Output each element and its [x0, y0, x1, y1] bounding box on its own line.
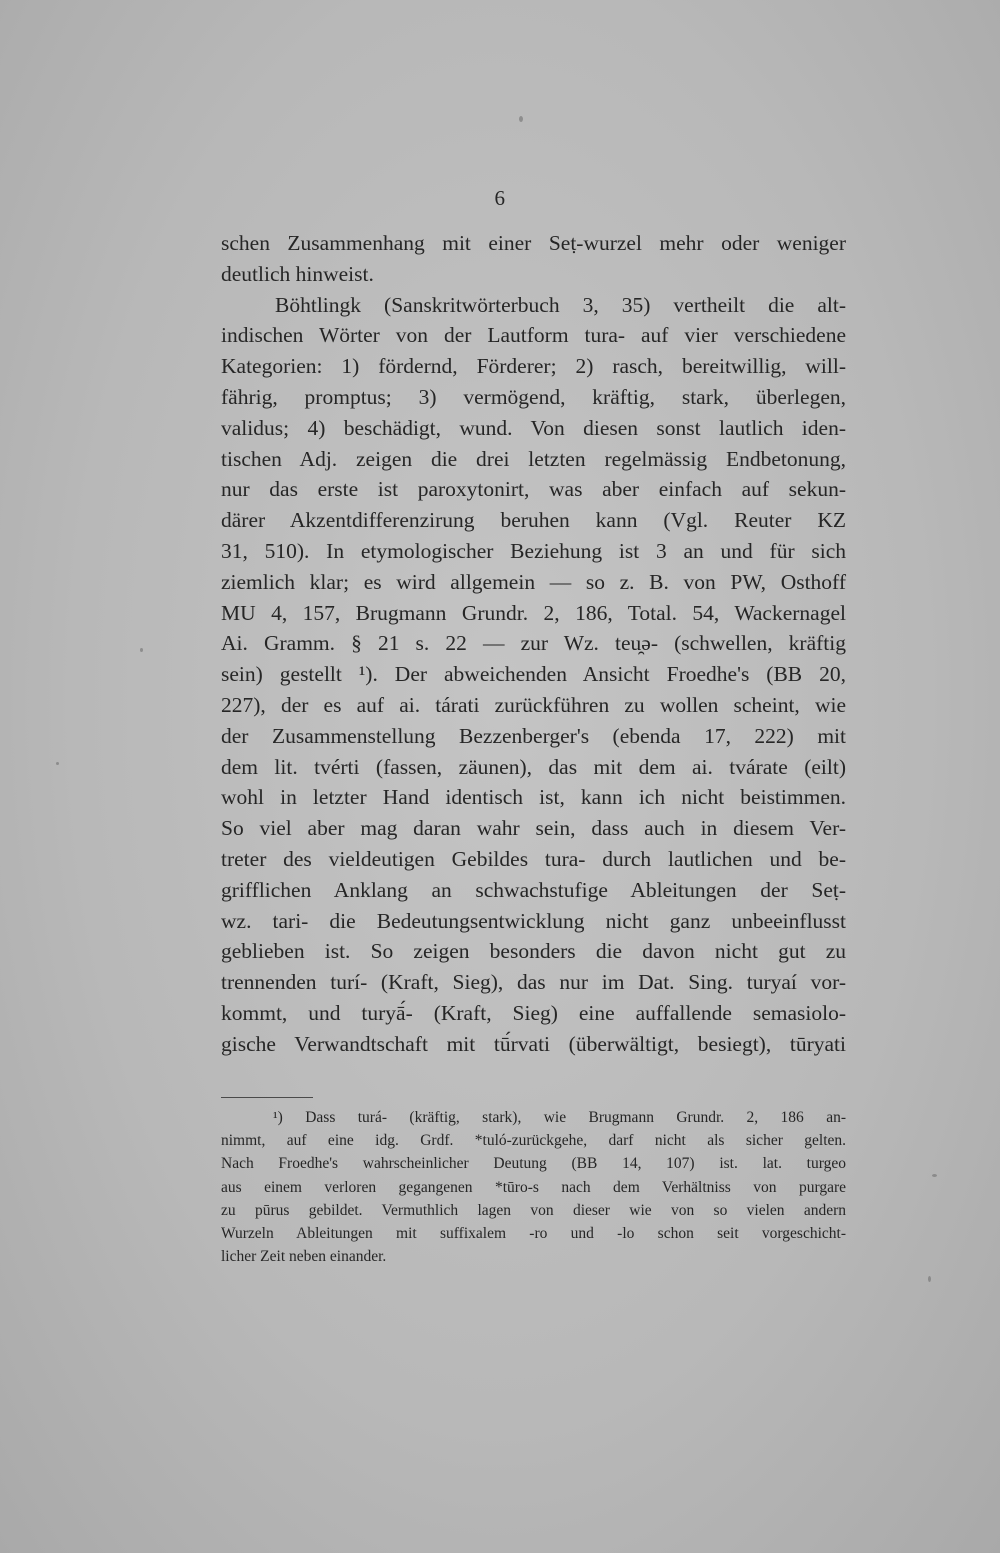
- body-line: ziemlich klar; es wird allgemein — so z. B. von PW, Osthoff: [221, 569, 846, 594]
- scan-speck: [140, 648, 143, 652]
- body-line: kommt, und turyā́- (Kraft, Sieg) eine auffallende semasiolo-: [221, 1000, 846, 1025]
- body-line: treter des vieldeutigen Gebildes tura- durch lautlichen und be-: [221, 846, 846, 871]
- body-line: validus; 4) beschädigt, wund. Von diesen sonst lautlich iden-: [221, 415, 846, 440]
- body-line: Ai. Gramm. § 21 s. 22 — zur Wz. teu̯ə- (schwellen, kräftig: [221, 631, 846, 656]
- scan-speck: [519, 116, 523, 122]
- footnote-line: licher Zeit neben einander.: [221, 1248, 387, 1266]
- body-line: deutlich hinweist.: [221, 261, 374, 286]
- footnote-line: Nach Froedhe's wahrscheinlicher Deutung (BB 14, 107) ist. lat. turgeo: [221, 1155, 846, 1173]
- body-line: indischen Wörter von der Lautform tura- auf vier verschiedene: [221, 323, 846, 348]
- body-line: 31, 510). In etymologischer Beziehung ist 3 an und für sich: [221, 538, 846, 563]
- footnotes: [221, 1106, 846, 1268]
- scan-speck: [932, 1174, 937, 1177]
- body-line: dem lit. tvérti (fassen, zäunen), das mit dem ai. tvárate (eilt): [221, 754, 846, 779]
- footnote-line: ¹) Dass turá- (kräftig, stark), wie Brugmann Grundr. 2, 186 an-: [273, 1109, 846, 1126]
- footnote-divider: [221, 1097, 313, 1098]
- scan-speck: [928, 1276, 931, 1282]
- body-line: schen Zusammenhang mit einer Seṭ-wurzel mehr oder weniger: [221, 231, 846, 255]
- footnote-line: zu pūrus gebildet. Vermuthlich lagen von dieser wie von so vielen andern: [221, 1201, 846, 1219]
- body-line: Böhtlingk (Sanskritwörterbuch 3, 35) vertheilt die alt-: [275, 292, 846, 317]
- body-text: [221, 228, 846, 1060]
- scan-speck: [56, 762, 59, 765]
- body-line: fährig, promptus; 3) vermögend, kräftig, stark, überlegen,: [221, 384, 846, 409]
- body-line: tischen Adj. zeigen die drei letzten regelmässig Endbetonung,: [221, 446, 846, 471]
- footnote-line: aus einem verloren gegangenen *tūro-s nach dem Verhältniss von purgare: [221, 1178, 846, 1196]
- body-line: wohl in letzter Hand identisch ist, kann ich nicht beistimmen.: [221, 785, 846, 810]
- body-line: sein) gestellt ¹). Der abweichenden Ansicht Froedhe's (BB 20,: [221, 662, 846, 687]
- body-line: grifflichen Anklang an schwachstufige Ableitungen der Seṭ-: [221, 877, 846, 902]
- body-line: därer Akzentdifferenzirung beruhen kann (Vgl. Reuter KZ: [221, 508, 846, 533]
- body-line: MU 4, 157, Brugmann Grundr. 2, 186, Total. 54, Wackernagel: [221, 600, 846, 625]
- body-line: 227), der es auf ai. tárati zurückführen zu wollen scheint, wie: [221, 692, 846, 717]
- body-line: Kategorien: 1) fördernd, Förderer; 2) rasch, bereitwillig, will-: [221, 354, 846, 379]
- body-line: trennenden turí- (Kraft, Sieg), das nur im Dat. Sing. turyaí vor-: [221, 970, 846, 995]
- body-line: nur das erste ist paroxytonirt, was aber einfach auf sekun-: [221, 477, 846, 502]
- body-line: gische Verwandtschaft mit tū́rvati (überwältigt, besiegt), tūryati: [221, 1031, 846, 1056]
- body-line: geblieben ist. So zeigen besonders die davon nicht gut zu: [221, 939, 846, 964]
- footnote-line: Wurzeln Ableitungen mit suffixalem -ro und -lo schon seit vorgeschicht-: [221, 1224, 846, 1242]
- body-line: So viel aber mag daran wahr sein, dass auch in diesem Ver-: [221, 816, 846, 841]
- body-line: der Zusammenstellung Bezzenberger's (ebenda 17, 222) mit: [221, 723, 846, 748]
- page-number: 6: [494, 186, 506, 210]
- footnote-line: nimmt, auf eine idg. Grdf. *tuló-zurückgehe, darf nicht als sicher gelten.: [221, 1132, 846, 1150]
- body-line: wz. tari- die Bedeutungsentwicklung nicht ganz unbeeinflusst: [221, 908, 846, 933]
